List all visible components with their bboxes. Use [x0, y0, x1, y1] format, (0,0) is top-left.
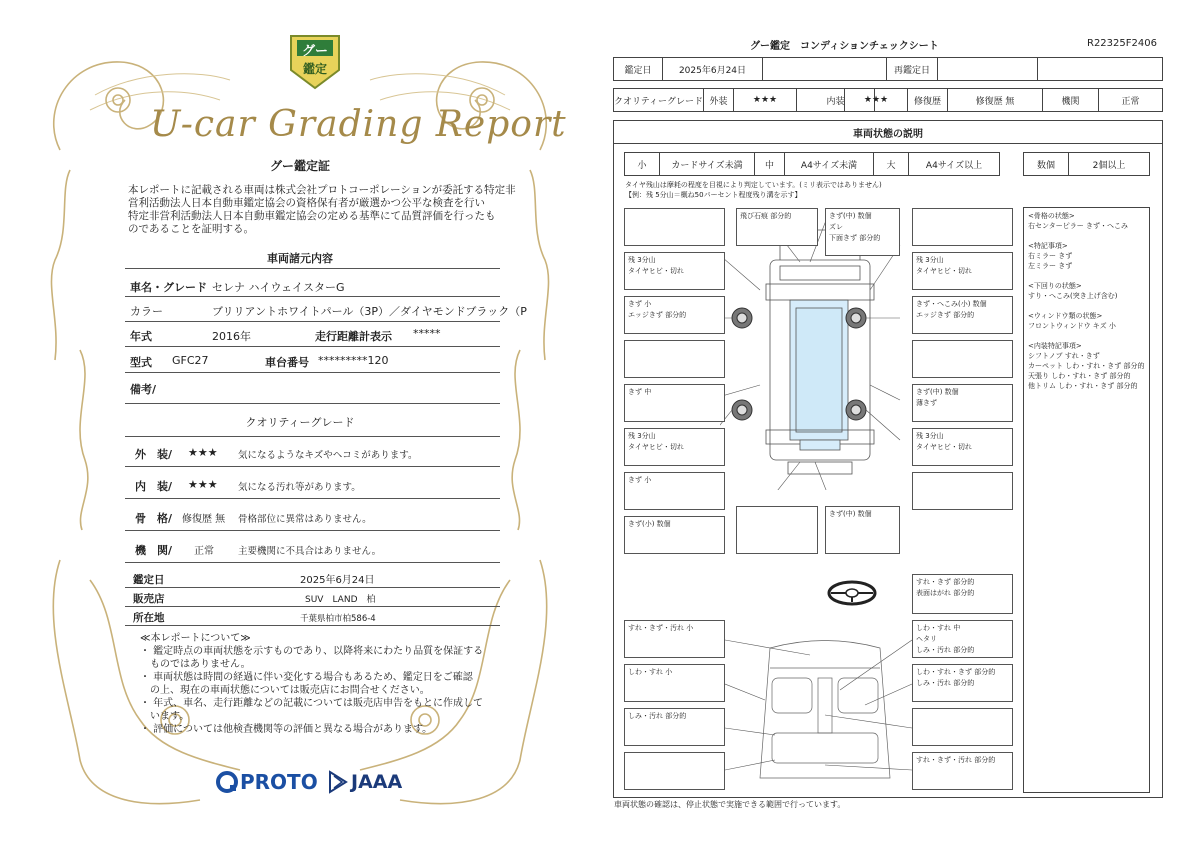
ext-comment-box [912, 472, 1013, 510]
script-title: U-car Grading Report [150, 104, 567, 145]
proto-logo [216, 770, 318, 794]
jaaa-mark-icon [328, 770, 348, 794]
note-line: <ウィンドウ類の状態> [1028, 312, 1103, 320]
badge-top-text: グー [301, 44, 328, 59]
dealer-label: 販売店 [133, 593, 165, 605]
size-medium-desc: A4サイズ未満 [784, 152, 874, 176]
location-value: 千葉県柏市柏586-4 [300, 614, 376, 624]
frame-note: 骨格部位に異常はありません。 [238, 514, 372, 525]
about-line: ・ 評価については他検査機関等の評価と異なる場合があります。 [140, 724, 433, 735]
note-line: 右ミラー きず [1028, 252, 1073, 260]
model-label: 型式 [130, 356, 152, 369]
note-line: シフトノブ すれ・きず [1028, 352, 1100, 360]
ext-comment-l1: 残 3分山 タイヤヒビ・切れ [624, 252, 725, 290]
ext-comment-top-right: きず(中) 数個 ズレ 下面きず 部分的 [825, 208, 900, 256]
chassis-value: *********120 [318, 354, 389, 367]
badge-bottom-text: 鑑定 [302, 62, 327, 76]
qg-label-cell: クオリティーグレード [613, 88, 704, 112]
year-label: 年式 [130, 330, 152, 343]
note-line: カーペット しわ・すれ・きず 部分的 [1028, 362, 1145, 370]
sheet-code: R22325F2406 [1087, 38, 1157, 49]
about-line: ・ 車両状態は時間の経過に伴い変化する場合もあるため、鑑定日をご確認 [140, 672, 473, 683]
proto-mark-icon [216, 771, 238, 793]
tire-note-2: 【例：残 5分山＝概ね50パーセント程度残り溝を示す】 [625, 191, 802, 199]
tire-note-1: タイヤ残山は摩耗の程度を目視により判定しています。(ミリ表示ではありません) [625, 181, 882, 189]
count-value-cell: 2個以上 [1068, 152, 1150, 176]
note-line: 右センターピラー きず・へこみ [1028, 222, 1128, 230]
int-comment-r1: しわ・すれ 中 ヘタリ しみ・汚れ 部分的 [912, 620, 1013, 658]
divider [125, 268, 500, 269]
ext-comment-top-left: 飛び石痕 部分的 [736, 208, 818, 246]
model-value: GFC27 [172, 354, 209, 367]
divider [125, 498, 500, 499]
ext-stars-cell: ★★★ [733, 88, 797, 112]
note-line: 他トリム しわ・すれ・きず 部分的 [1028, 382, 1138, 390]
date-label: 鑑定日 [133, 574, 165, 586]
size-large-desc: A4サイズ以上 [908, 152, 1000, 176]
engine-label-cell: 機関 [1042, 88, 1099, 112]
int-comment-steering: すれ・きず 部分的 表面はがれ 部分的 [912, 574, 1013, 614]
ext-comment-r5: 残 3分山 タイヤヒビ・切れ [912, 428, 1013, 466]
sheet-footer: 車両状態の確認は、停止状態で実施できる範囲で行っています。 [614, 800, 846, 809]
about-line: の上、現在の車両状態については販売店にお問合せください。 [140, 685, 430, 696]
size-small-cell: 小 [624, 152, 660, 176]
ext-comment-bottom-right: きず(中) 数個 [825, 506, 900, 554]
frame-value: 修復歴 無 [182, 514, 226, 525]
ext-comment-l7: きず(小) 数個 [624, 516, 725, 554]
engine-value: 正常 [194, 546, 214, 557]
repair-value-cell: 修復歴 無 [947, 88, 1043, 112]
int-comment-r4: すれ・きず・汚れ 部分的 [912, 752, 1013, 790]
color-value: ブリリアントホワイトパール（3P）／ダイヤモンドブラック（P [212, 305, 527, 318]
note-line: <下回りの状態> [1028, 282, 1082, 290]
ext-comment-r1: 残 3分山 タイヤヒビ・切れ [912, 252, 1013, 290]
ext-comment-box [624, 208, 725, 246]
date-label-cell: 鑑定日 [613, 57, 663, 81]
name-value: セレナ ハイウェイスターG [212, 281, 345, 294]
frame-label: 骨 格/ [135, 512, 173, 525]
note-line: <特記事項> [1028, 242, 1068, 250]
ext-comment-r2: きず・へこみ(小) 数個 エッジきず 部分的 [912, 296, 1013, 334]
intro-paragraph [128, 184, 516, 236]
size-large-cell: 大 [873, 152, 909, 176]
int-comment-l1: すれ・きず・汚れ 小 [624, 620, 725, 658]
intro-line: 営利活動法人日本自動車鑑定協会の資格保有者が厳選かつ公平な検査を行い [128, 197, 485, 209]
about-line: ・ 鑑定時点の車両状態を示すものであり、以降将来にわたり品質を保証する [140, 646, 484, 657]
condition-check-sheet [600, 0, 1200, 848]
divider [125, 530, 500, 531]
jaaa-logo-text: JAAA [351, 771, 403, 793]
int-comment-box [912, 708, 1013, 746]
mileage-label: 走行距離計表示 [315, 330, 392, 343]
int-comment-box [624, 752, 725, 790]
about-section [140, 632, 483, 736]
divider [125, 587, 500, 588]
exterior-note: 気になるようなキズやヘコミがあります。 [238, 450, 418, 461]
note-line [1028, 271, 1145, 281]
note-line: 左ミラー きず [1028, 262, 1073, 270]
about-line: ・ 年式、車名、走行距離などの記載については販売店申告をもとに作成して [140, 698, 483, 709]
ext-label-cell: 外装 [703, 88, 734, 112]
interior-label: 内 装/ [135, 480, 173, 493]
ext-comment-l2: きず 小 エッジきず 部分的 [624, 296, 725, 334]
repair-label-cell: 修復歴 [907, 88, 948, 112]
divider [125, 436, 500, 437]
name-label: 車名・グレード [130, 281, 207, 294]
ext-comment-box [912, 208, 1013, 246]
chassis-label: 車台番号 [265, 356, 309, 369]
note-line: <内装特記事項> [1028, 342, 1082, 350]
color-label: カラー [130, 305, 163, 318]
jaaa-logo [328, 770, 402, 794]
count-label-cell: 数個 [1023, 152, 1069, 176]
interior-note: 気になる汚れ等があります。 [238, 482, 361, 493]
ext-comment-box [912, 340, 1013, 378]
int-label-cell: 内装 [796, 88, 875, 112]
size-medium-cell: 中 [754, 152, 785, 176]
engine-value-cell: 正常 [1098, 88, 1163, 112]
goo-badge [287, 30, 343, 92]
intro-line: のであることを証明する。 [128, 223, 254, 235]
location-label: 所在地 [133, 612, 165, 624]
redate-label-cell: 再鑑定日 [886, 57, 938, 81]
proto-logo-text: PROTO [240, 770, 318, 794]
year-value: 2016年 [212, 330, 251, 343]
ext-comment-box [736, 506, 818, 554]
steering-wheel-icon [826, 578, 878, 608]
divider [125, 296, 500, 297]
note-line [1028, 231, 1145, 241]
note-line: <骨格の状態> [1028, 212, 1075, 220]
description-heading: 車両状態の説明 [853, 129, 923, 140]
redate-empty-cell [1037, 57, 1163, 81]
about-title: ≪本レポートについて≫ [140, 633, 251, 644]
divider [125, 403, 500, 404]
about-line: ものではありません。 [140, 659, 251, 670]
int-comment-r2: しわ・すれ・きず 部分的 しみ・汚れ 部分的 [912, 664, 1013, 702]
note-line: フロントウィンドウ キズ 小 [1028, 322, 1116, 330]
divider [125, 606, 500, 607]
note-line: 天張り しわ・すれ・きず 部分的 [1028, 372, 1131, 380]
interior-stars: ★★★ [188, 478, 218, 491]
side-notes [1023, 207, 1150, 793]
sheet-title: グー鑑定 コンディションチェックシート [750, 41, 939, 52]
date-empty-cell [762, 57, 887, 81]
int-comment-l3: しみ・汚れ 部分的 [624, 708, 725, 746]
note-line: すり・へこみ(突き上げ含む) [1028, 292, 1118, 300]
ext-comment-box [624, 340, 725, 378]
divider [125, 625, 500, 626]
exterior-label: 外 装/ [135, 448, 173, 461]
intro-line: 特定非営利活動法人日本自動車鑑定協会の定める基準にて品質評価を行ったも [128, 210, 496, 222]
about-line: います。 [140, 711, 190, 722]
intro-line: 本レポートに記載される車両は株式会社プロトコーポレーションが委託する特定非 [128, 184, 516, 196]
certificate-title: グー鑑定証 [269, 159, 330, 173]
quality-heading: クオリティーグレード [245, 416, 355, 429]
size-small-desc: カードサイズ未満 [659, 152, 755, 176]
ext-comment-l5: 残 3分山 タイヤヒビ・切れ [624, 428, 725, 466]
interior-leader-lines [725, 620, 915, 790]
int-stars-cell: ★★★ [844, 88, 908, 112]
dealer-value: SUV LAND 柏 [305, 595, 376, 605]
note-line [1028, 331, 1145, 341]
date-value: 2025年6月24日 [300, 575, 375, 586]
ext-comment-r4: きず(中) 数個 薄きず [912, 384, 1013, 422]
divider [125, 466, 500, 467]
ext-comment-l4: きず 中 [624, 384, 725, 422]
date-value-cell: 2025年6月24日 [662, 57, 763, 81]
engine-note: 主要機関に不具合はありません。 [238, 546, 382, 557]
divider [125, 372, 500, 373]
note-line [1028, 301, 1145, 311]
ext-comment-l6: きず 小 [624, 472, 725, 510]
redate-value-cell [937, 57, 1038, 81]
divider [125, 562, 500, 563]
engine-label: 機 関/ [135, 544, 173, 557]
divider [125, 321, 500, 322]
divider [125, 346, 500, 347]
exterior-stars: ★★★ [188, 446, 218, 459]
spec-heading: 車両諸元内容 [267, 252, 333, 265]
remarks-label: 備考/ [130, 383, 157, 396]
int-comment-l2: しわ・すれ 小 [624, 664, 725, 702]
mileage-value: ***** [413, 327, 441, 340]
